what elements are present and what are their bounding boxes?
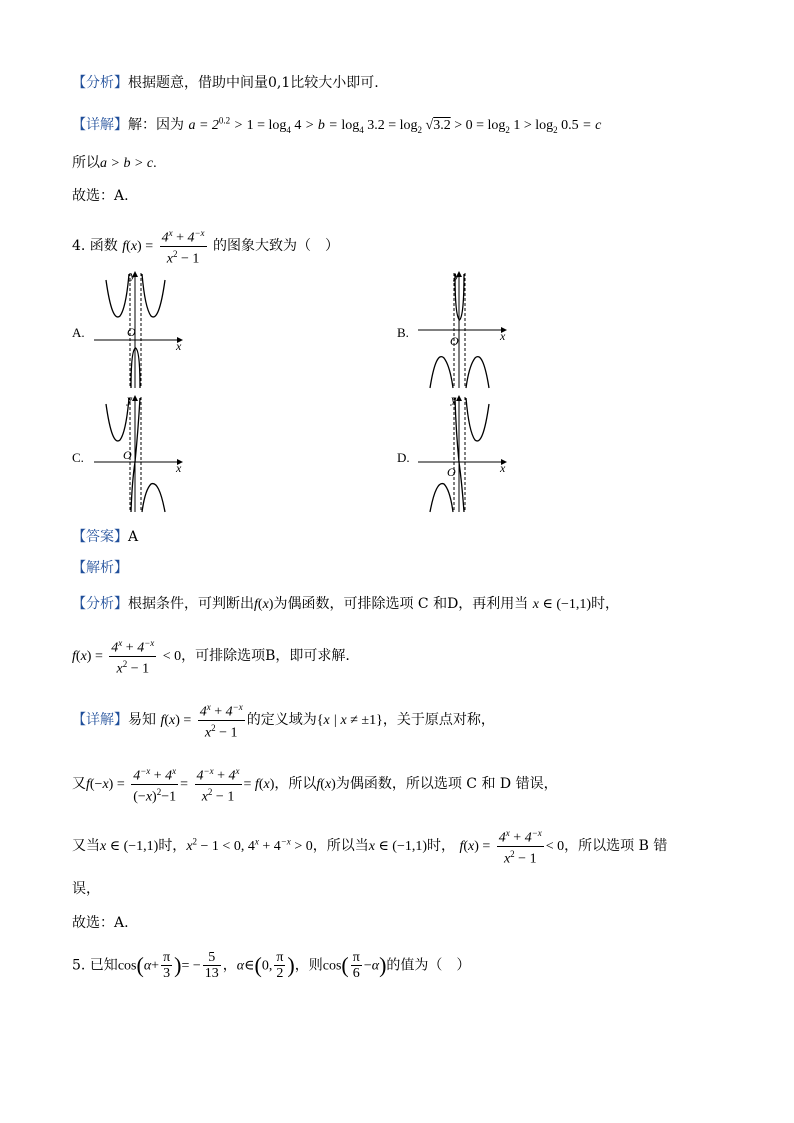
q3-so-label: 所以 bbox=[72, 155, 100, 171]
q4-also-b: ，所以 bbox=[274, 776, 317, 793]
fraction: $\frac{4^x + 4^{-x}}{x^2 - 1}$ bbox=[498, 828, 542, 867]
option-d-label: D. bbox=[397, 450, 410, 465]
graph-option-b bbox=[414, 268, 514, 390]
curve-right bbox=[142, 274, 165, 317]
q4-stem-pre: 4. 函数 bbox=[72, 238, 118, 255]
q5-stem-post: 的值为（ ） bbox=[386, 957, 471, 974]
frac-5-13: $\frac{5}{13}$ bbox=[204, 950, 219, 981]
option-c-label: C. bbox=[72, 450, 84, 465]
x-label: x bbox=[500, 461, 506, 475]
interval-1: x ∈ (−1,1) bbox=[100, 839, 159, 855]
q4-detail-a: 易知 bbox=[128, 712, 156, 729]
y-label: y bbox=[454, 268, 460, 282]
q3-detail-line bbox=[72, 114, 601, 135]
q4-analysis-b: 为偶函数，可排除选项 C 和D，再利用当 bbox=[273, 596, 529, 612]
x-label: x bbox=[500, 329, 506, 343]
q4-when-e: ，所以选项 B 错 bbox=[564, 838, 668, 855]
analysis-tag: 【分析】 bbox=[72, 596, 128, 612]
curve-left bbox=[106, 274, 129, 317]
interval-inline: x ∈ (−1,1) bbox=[532, 597, 592, 612]
fx-eq: f(x) = bbox=[459, 839, 491, 855]
q5-mid1: ， bbox=[222, 957, 237, 974]
frac-pi-6: $\frac{\pi}{6}$ bbox=[352, 950, 360, 981]
q4-detail-c: ，关于原点对称， bbox=[382, 712, 495, 729]
option-b-label: B. bbox=[397, 325, 409, 340]
curve-right bbox=[142, 484, 165, 512]
q3-analysis-text: 根据题意，借助中间量0,1比较大小即可. bbox=[128, 75, 379, 91]
y-label: y bbox=[127, 392, 133, 406]
q4-also-c: 为偶函数，所以选项 C 和 D 错误， bbox=[335, 776, 558, 793]
curve-left bbox=[430, 357, 453, 388]
fraction-2: $\frac{4^{-x} + 4^x}{x^2 - 1}$ bbox=[196, 766, 240, 805]
q4-when-d: 时， bbox=[427, 838, 456, 855]
q4-stem bbox=[72, 226, 339, 266]
x-label: x bbox=[176, 339, 182, 353]
q4-when-b: 时， bbox=[158, 838, 187, 855]
q5-stem: 5. 已知cos(α+ $\frac{\pi}{3}$ )= − $\frac{5}{13}$ ，α∈(0, $\frac{\pi}{2}$ )，则cos( $\frac{\pi}{6}$ −α)的值为（ ） bbox=[72, 950, 471, 981]
domain-set: {x | x ≠ ±1} bbox=[316, 713, 383, 729]
fraction: $\frac{4^x + 4^{-x}}{x^2 - 1}$ bbox=[111, 638, 155, 677]
origin-label: O bbox=[127, 325, 136, 339]
q5-stem-pre: 5. 已知 bbox=[72, 957, 118, 974]
q3-so-line: 所以a > b > c. bbox=[72, 155, 157, 171]
graph-option-d bbox=[414, 392, 514, 514]
q4-stem-post: 的图象大致为（ ） bbox=[213, 238, 339, 255]
q4-analysis-a: 根据条件，可判断出 bbox=[128, 596, 254, 612]
q4-when-a: 又当 bbox=[72, 838, 100, 855]
q4-detail-line bbox=[72, 700, 495, 740]
q4-analysis-formula-line: f(x) = $\frac{4^x + 4^{-x}}{x^2 - 1}$ < 0，可排除选项B，即可求解. bbox=[72, 638, 350, 677]
x-label: x bbox=[176, 461, 182, 475]
q4-choose-line: 故选：A. bbox=[72, 915, 129, 931]
detail-tag: 【详解】 bbox=[72, 117, 128, 133]
answer-value: A bbox=[128, 529, 139, 545]
q3-choose-line: 故选：A. bbox=[72, 188, 129, 204]
q4-stem-fraction: $\frac{4^x + 4^{-x}}{x^2 - 1}$ bbox=[161, 228, 205, 267]
curve-right bbox=[466, 398, 489, 441]
q4-analysis-d: ，可排除选项B，即可求解. bbox=[181, 648, 350, 665]
q3-analysis-line bbox=[72, 72, 379, 92]
detail-tag: 【详解】 bbox=[72, 712, 128, 729]
fx-eq: f(x) = bbox=[160, 713, 192, 729]
origin-label: O bbox=[123, 448, 132, 462]
q4-also-line: 又f(−x) = $\frac{4^{-x} + 4^x}{(-x)^2-1}$ = $\frac{4^{-x} + 4^x}{x^2 - 1}$ = f(x)，所以f(x)为偶函数，所以选项 C 和 D 错误， bbox=[72, 766, 558, 805]
q3-detail-pre: 解：因为 bbox=[128, 117, 184, 133]
q3-detail-formula: $a = 2^{0.2} > 1 = \log_4 4 > b = \log_4 3.2 = \log_2 √3.2 > 0 = \log_2 1 > \log_2 0.5 = c$ bbox=[188, 115, 602, 135]
origin-label: O bbox=[450, 334, 459, 348]
q4-detail-b: 的定义域为 bbox=[246, 712, 317, 729]
fx-inline: f(x) bbox=[254, 597, 274, 612]
q3-so-formula: a > b > c bbox=[100, 156, 154, 171]
curve-left bbox=[106, 398, 129, 441]
q4-stem-fx: f(x) = bbox=[122, 239, 154, 255]
ineq: $x^2 - 1 < 0$, $4^x + 4^{-x} > 0$ bbox=[186, 836, 313, 855]
q4-when-wrap: 误， bbox=[72, 881, 100, 897]
answer-line bbox=[72, 526, 138, 546]
q4-when-c: ，所以当 bbox=[312, 838, 369, 855]
fraction: $\frac{4^x + 4^{-x}}{x^2 - 1}$ bbox=[199, 702, 243, 741]
solution-tag: 【解析】 bbox=[72, 560, 128, 576]
y-label: y bbox=[130, 268, 136, 282]
solution-line bbox=[72, 557, 128, 577]
graph-option-c bbox=[90, 392, 190, 514]
analysis-tag: 【分析】 bbox=[72, 75, 128, 91]
frac-pi-2: $\frac{\pi}{2}$ bbox=[276, 950, 284, 981]
curve-right bbox=[466, 357, 489, 388]
fx-eq: f(x) = bbox=[72, 649, 103, 665]
answer-tag: 【答案】 bbox=[72, 529, 128, 545]
y-label: y bbox=[451, 392, 457, 406]
option-a-label: A. bbox=[72, 325, 85, 340]
fx-inline: f(x) bbox=[316, 777, 336, 793]
q4-analysis-c: 时， bbox=[591, 596, 620, 612]
interval-2: x ∈ (−1,1) bbox=[368, 839, 428, 855]
q5-mid2: ，则 bbox=[294, 957, 323, 974]
q4-analysis-line bbox=[72, 593, 619, 613]
q4-when-line: 又当x ∈ (−1,1)时，$x^2 - 1 < 0$, $4^x + 4^{-x} > 0$，所以当x ∈ (−1,1)时， f(x) = $\frac{4^x + 4^{-x}}{x^2 - 1}$ < 0，所以选项 B 错 bbox=[72, 828, 668, 867]
f-neg-x: f(−x) = bbox=[86, 777, 125, 793]
origin-label: O bbox=[447, 465, 456, 479]
curve-left bbox=[430, 484, 453, 512]
frac-pi-3: $\frac{\pi}{3}$ bbox=[163, 950, 171, 981]
q4-also-a: 又 bbox=[72, 776, 86, 793]
fraction-1: $\frac{4^{-x} + 4^x}{(-x)^2-1}$ bbox=[133, 766, 177, 805]
graph-option-a bbox=[90, 268, 190, 390]
